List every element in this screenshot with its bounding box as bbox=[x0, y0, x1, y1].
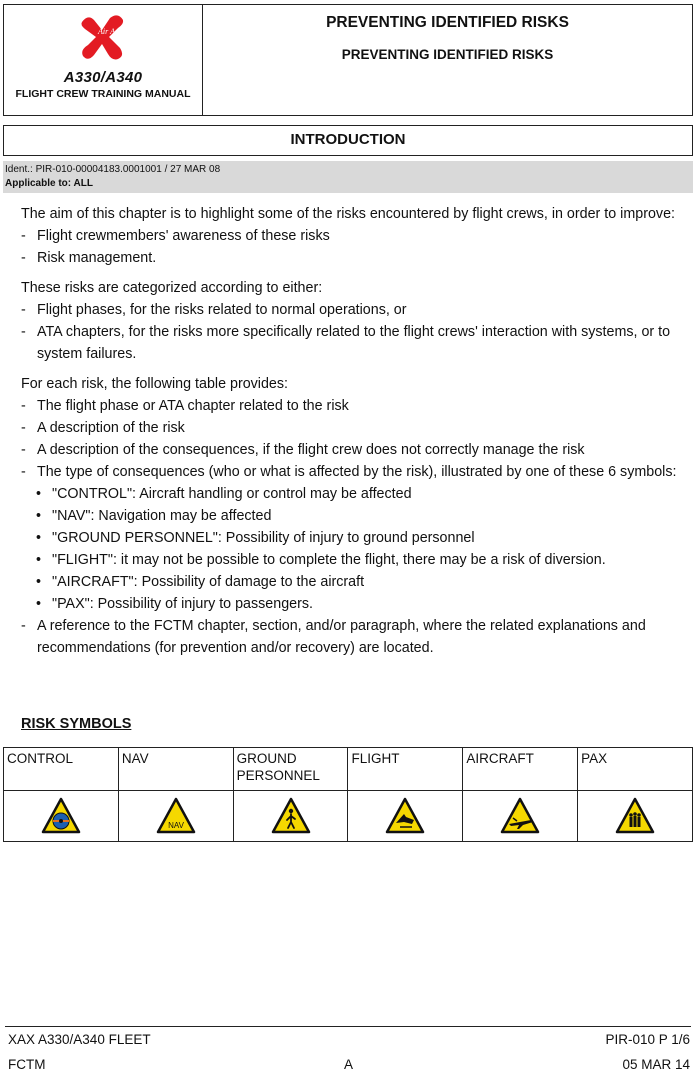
list-item: - The flight phase or ATA chapter related to the risk bbox=[21, 395, 689, 417]
symbol-cell bbox=[578, 791, 693, 842]
list-item: - Risk management. bbox=[21, 247, 689, 269]
ground-personnel-warning-icon bbox=[270, 796, 312, 836]
footer-revision: A bbox=[344, 1057, 354, 1072]
symbol-list-item: • "GROUND PERSONNEL": Possibility of injury to ground personnel bbox=[21, 527, 689, 549]
risk-symbols-title: RISK SYMBOLS bbox=[21, 716, 132, 732]
footer-rule bbox=[5, 1026, 691, 1027]
control-warning-icon bbox=[40, 796, 82, 836]
risk-symbols-table bbox=[3, 747, 693, 842]
list-item: - A description of the risk bbox=[21, 417, 689, 439]
column-header-control: CONTROL bbox=[4, 748, 119, 791]
column-header-nav: NAV bbox=[118, 748, 233, 791]
column-header-pax: PAX bbox=[578, 748, 693, 791]
pax-warning-icon bbox=[614, 796, 656, 836]
symbol-list-item: • "CONTROL": Aircraft handling or control may be affected bbox=[21, 483, 689, 505]
categorized-paragraph: These risks are categorized according to either: bbox=[21, 280, 323, 296]
footer-date: 05 MAR 14 bbox=[622, 1057, 690, 1072]
ident-line: Ident.: PIR-010-00004183.0001001 / 27 MAR 08 bbox=[5, 164, 221, 175]
list-item: - Flight phases, for the risks related to normal operations, or bbox=[21, 299, 689, 321]
aircraft-model: A330/A340 bbox=[63, 69, 143, 86]
symbol-list-item: • "PAX": Possibility of injury to passengers. bbox=[21, 593, 689, 615]
airasia-logo-icon bbox=[76, 12, 128, 62]
column-header-flight: FLIGHT bbox=[348, 748, 463, 791]
chapter-subtitle: PREVENTING IDENTIFIED RISKS bbox=[341, 47, 554, 62]
intro-paragraph: The aim of this chapter is to highlight some of the risks encountered by flight crews, in order to improve: bbox=[21, 206, 675, 222]
table-intro-paragraph: For each risk, the following table provides: bbox=[21, 376, 289, 392]
applicable-line: Applicable to: ALL bbox=[5, 178, 93, 189]
column-header-ground-personnel: GROUND PERSONNEL bbox=[233, 748, 348, 791]
list-item: - The type of consequences (who or what is affected by the risk), illustrated by one of these 6 symbols: bbox=[21, 461, 689, 483]
flight-warning-icon bbox=[384, 796, 426, 836]
manual-title: FLIGHT CREW TRAINING MANUAL bbox=[15, 88, 191, 100]
symbol-list-item: • "FLIGHT": it may not be possible to complete the flight, there may be a risk of diversion. bbox=[21, 549, 689, 571]
nav-warning-icon bbox=[155, 796, 197, 836]
footer-page: PIR-010 P 1/6 bbox=[605, 1032, 690, 1047]
footer-fleet: XAX A330/A340 FLEET bbox=[8, 1032, 151, 1047]
nav-icon-label: NAV bbox=[167, 821, 184, 830]
section-title: INTRODUCTION bbox=[3, 125, 693, 156]
symbol-cell bbox=[4, 791, 119, 842]
list-item: - Flight crewmembers' awareness of these risks bbox=[21, 225, 689, 247]
symbol-list-item: • "AIRCRAFT": Possibility of damage to the aircraft bbox=[21, 571, 689, 593]
symbol-list-item: • "NAV": Navigation may be affected bbox=[21, 505, 689, 527]
list-item: - A description of the consequences, if the flight crew does not correctly manage the risk bbox=[21, 439, 689, 461]
header-left-panel bbox=[4, 5, 203, 115]
symbol-cell bbox=[463, 791, 578, 842]
column-header-aircraft: AIRCRAFT bbox=[463, 748, 578, 791]
list-item: - ATA chapters, for the risks more specifically related to the flight crews' interaction with systems, or to system failures. bbox=[21, 321, 689, 365]
list-item: - A reference to the FCTM chapter, section, and/or paragraph, where the related explanations and recommendations (for prevention and/or recovery) are located. bbox=[21, 615, 689, 659]
symbol-cell bbox=[348, 791, 463, 842]
body-text bbox=[21, 203, 689, 659]
document-header bbox=[3, 4, 693, 116]
logo-text: Air Asia bbox=[98, 27, 125, 36]
aircraft-warning-icon bbox=[499, 796, 541, 836]
header-right-panel bbox=[203, 5, 692, 115]
ident-bar bbox=[3, 161, 693, 193]
chapter-title: PREVENTING IDENTIFIED RISKS bbox=[326, 14, 569, 31]
footer-doc: FCTM bbox=[8, 1057, 46, 1072]
symbol-cell bbox=[233, 791, 348, 842]
symbol-cell bbox=[118, 791, 233, 842]
